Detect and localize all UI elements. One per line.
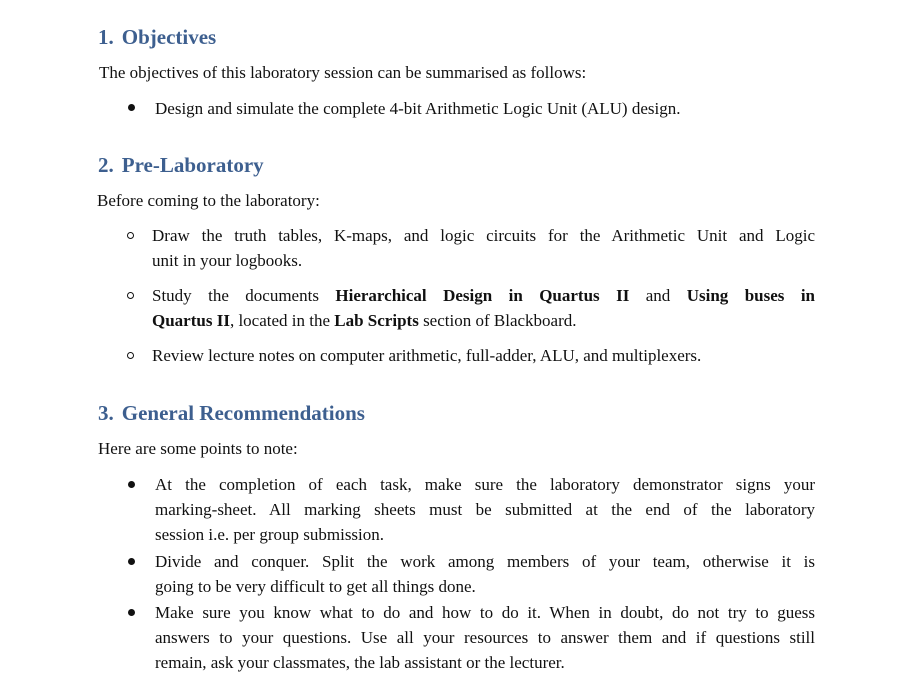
bullet-dot-icon [128, 104, 135, 111]
bullet-dot-icon [128, 481, 135, 488]
list-item: Make sure you know what to do and how to do it. When in doubt, do not try to guess answers to your questions. Use all your resources to answer them and if questions still remain, ask your classmates, the lab assistant or the lecturer. [155, 603, 815, 672]
section-title: General Recommendations [121, 401, 365, 425]
section-heading-general-recommendations [98, 403, 365, 424]
list-item: At the completion of each task, make sure the laboratory demonstrator signs your marking-sheet. All marking sheets must be submitted at the end of the laboratory session i.e. per group submission. [155, 475, 815, 544]
section-heading-pre-laboratory [98, 155, 264, 176]
bullet-circle-icon [127, 292, 134, 299]
section-intro: Before coming to the laboratory: [97, 191, 320, 210]
bullet-circle-icon [127, 352, 134, 359]
section-number: 2. [98, 153, 114, 177]
section-title: Objectives [121, 25, 217, 49]
bullet-dot-icon [128, 558, 135, 565]
section-number: 1. [98, 25, 114, 49]
section-intro: Here are some points to note: [98, 439, 298, 458]
section-heading-objectives [98, 27, 216, 48]
section-intro: The objectives of this laboratory session can be summarised as follows: [99, 63, 587, 82]
bullet-dot-icon [128, 609, 135, 616]
list-item: Design and simulate the complete 4-bit Arithmetic Logic Unit (ALU) design. [155, 99, 681, 118]
section-title: Pre-Laboratory [121, 153, 264, 177]
list-item: Divide and conquer. Split the work among members of your team, otherwise it is going to be very difficult to get all things done. [155, 552, 815, 596]
list-item: Review lecture notes on computer arithmetic, full-adder, ALU, and multiplexers. [152, 346, 702, 365]
list-item: Draw the truth tables, K-maps, and logic circuits for the Arithmetic Unit and Logic unit in your logbooks. [152, 226, 815, 270]
bullet-circle-icon [127, 232, 134, 239]
section-number: 3. [98, 401, 114, 425]
list-item: Study the documents Hierarchical Design in Quartus II and Using buses in Quartus II, located in the Lab Scripts section of Blackboard. [152, 286, 816, 330]
